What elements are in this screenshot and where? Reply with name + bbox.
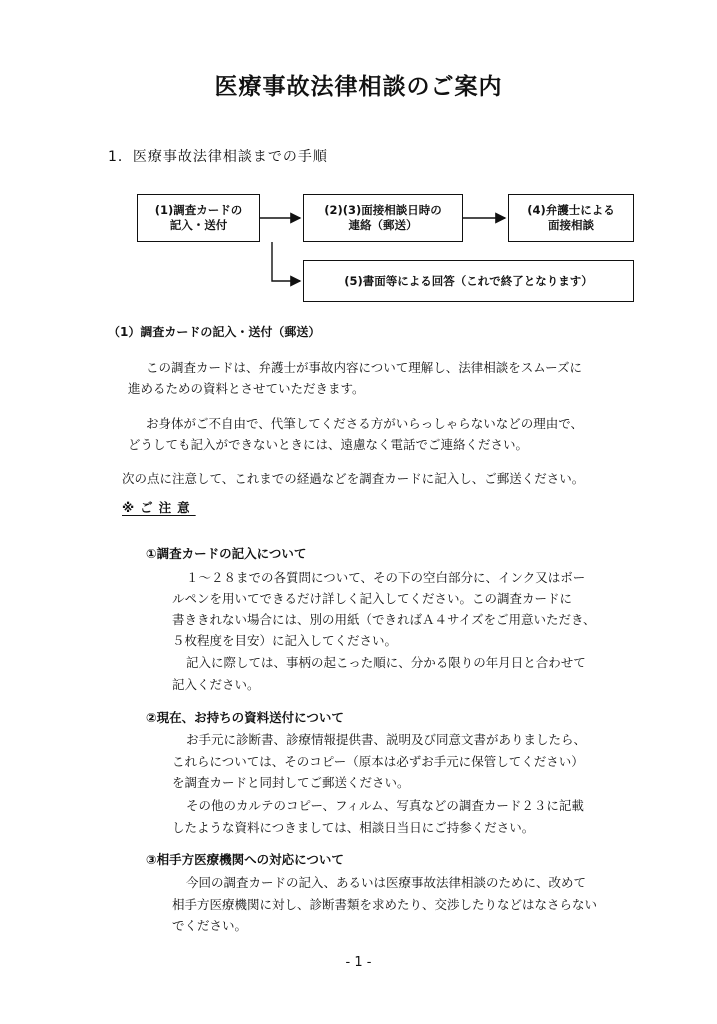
item1-line-6: 記入ください。 (172, 677, 260, 692)
item3-heading: ③相手方医療機関への対応について (146, 852, 344, 867)
item2-line-4: その他のカルテのコピー、フィルム、写真などの調査カード２３に記載 (186, 798, 584, 813)
flow-box-step5-label: (5)書面等による回答（これで終了となります） (344, 273, 593, 288)
item1-line-3: 書ききれない場合には、別の用紙（できればＡ４サイズをご用意いただき、 (172, 612, 596, 627)
item2-heading: ②現在、お持ちの資料送付について (146, 710, 344, 725)
item3-line-1: 今回の調査カードの記入、あるいは医療事故法律相談のために、改めて (186, 875, 587, 890)
item1-line-2: ルペンを用いてできるだけ詳しく記入してください。この調査カードに (172, 591, 573, 606)
item2-line-2: これらについては、そのコピー（原本は必ずお手元に保管してください） (172, 754, 584, 769)
paragraph-2-line-1: お身体がご不自由で、代筆してくださる方がいらっしゃらないなどの理由で、 (146, 416, 584, 431)
flow-box-step1-line1: (1)調査カードの (154, 203, 243, 217)
item1-line-1: １～２８までの各質問について、その下の空白部分に、インク又はボー (186, 570, 586, 585)
item2-line-5: したような資料につきましては、相談日当日にご持参ください。 (172, 820, 535, 835)
item3-line-3: でください。 (172, 918, 248, 933)
paragraph-2-line-2: どうしても記入ができないときには、遠慮なく電話でご連絡ください。 (128, 437, 529, 452)
item1-line-4: ５枚程度を目安）に記入してください。 (172, 633, 398, 648)
section-heading-procedure: 1．医療事故法律相談までの手順 (108, 149, 328, 165)
flow-box-step4-line2: 面接相談 (548, 218, 594, 232)
paragraph-1-line-2: 進めるための資料とさせていただきます。 (128, 381, 365, 396)
caution-label: ※ご注意 (122, 500, 196, 515)
page-title: 医療事故法律相談のご案内 (214, 74, 503, 100)
flow-box-step1-line2: 記入・送付 (169, 218, 228, 232)
paragraph-1-line-1: この調査カードは、弁護士が事故内容について理解し、法律相談をスムーズに (146, 360, 583, 375)
flow-box-step2-3-line2: 連絡（郵送） (348, 218, 418, 232)
subsection-heading-card: （1）調査カードの記入・送付（郵送） (108, 325, 321, 339)
paragraph-3: 次の点に注意して、これまでの経過などを調査カードに記入し、ご郵送ください。 (122, 471, 585, 486)
flow-box-step2-3-line1: (2)(3)面接相談日時の (324, 203, 442, 217)
item2-line-1: お手元に診断書、診療情報提供書、説明及び同意文書がありましたら、 (186, 732, 587, 747)
flow-box-step4-line1: (4)弁護士による (527, 203, 615, 217)
arrow-step1-to-step5 (272, 242, 300, 281)
item1-line-5: 記入に際しては、事柄の起こった順に、分かる限りの年月日と合わせて (186, 655, 586, 670)
item3-line-2: 相手方医療機関に対し、診断書類を求めたり、交渉したりなどはなさらない (172, 897, 598, 912)
page-number: - 1 - (345, 955, 372, 970)
item2-line-3: を調査カードと同封してご郵送ください。 (172, 775, 410, 790)
item1-heading: ①調査カードの記入について (146, 546, 307, 561)
